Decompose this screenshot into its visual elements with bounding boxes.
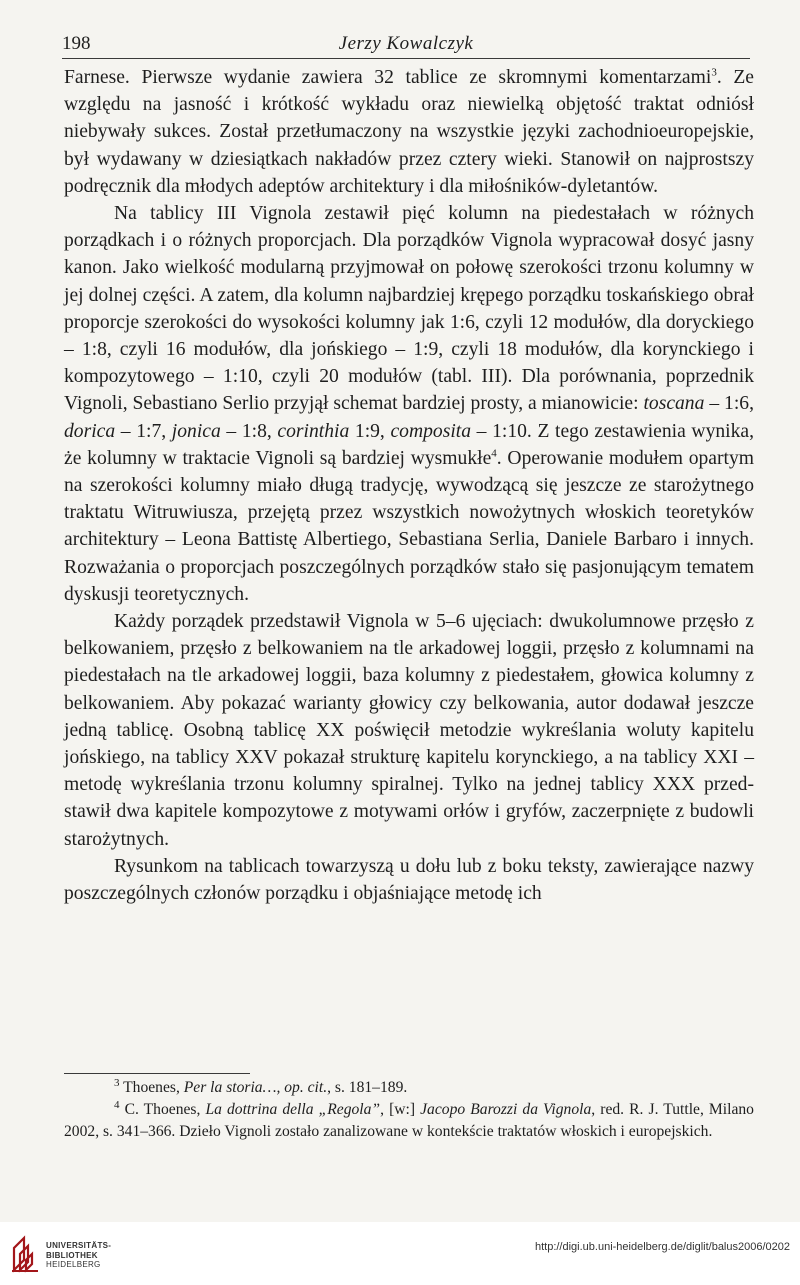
- text-run: . Operowanie modułem opartym na szerokości kolumny miało długą tradycję, wywodzącą się jeszcze ze starożytnego traktatu Witruwiusza, przejętą przez wszystkich nowożytnych włoskich teoretyków architektury – Leona Battistę Albertiego, Sebastiana Serlia, Daniele Barbaro i innych. Rozważania o proporcjach poszczególnych porządków stało się pasjonującym tematem dyskusji teoretycznych.: [64, 447, 754, 605]
- paragraph: [64, 200, 754, 608]
- paragraph: [64, 853, 754, 907]
- source-url-link[interactable]: http://digi.ub.uni-heidelberg.de/diglit/balus2006/0202: [534, 1241, 790, 1253]
- footnotes: [64, 1077, 754, 1143]
- paragraph: [64, 608, 754, 853]
- footnote: [64, 1099, 754, 1143]
- paragraph: [64, 64, 754, 200]
- italic-term: jonica: [171, 420, 221, 442]
- text-run: Rysunkom na tablicach towarzyszą u dołu lub z boku teksty, zawierające nazwy poszczególnych członów porządku i objaśniające metodę ich: [64, 855, 754, 905]
- text-run: , red. R. J. Tuttle, Milano 2002, s. 341–366. Dzieło Vignoli zostało zanalizowane w kontekście traktatów włoskich i europejskich.: [64, 1101, 754, 1140]
- text-run: – 1:8,: [220, 420, 278, 442]
- text-run: Thoenes,: [119, 1079, 184, 1096]
- footnote-reference[interactable]: 4: [491, 447, 497, 460]
- main-text: [64, 64, 754, 907]
- italic-term: toscana: [643, 393, 705, 415]
- text-run: – 1:10. Z tego zestawienia wynika, że kolumny w traktacie Vignoli są bardziej wysmukłe: [64, 420, 755, 469]
- running-title-author: Jerzy Kowalczyk: [338, 33, 474, 54]
- heidelberg-library-logo-icon: [10, 1234, 50, 1274]
- library-name-line2: BIBLIOTHEK: [46, 1250, 98, 1260]
- page-number: 198: [62, 33, 91, 54]
- italic-term: composita: [390, 420, 472, 442]
- footnote: [64, 1077, 754, 1099]
- footnote-separator: [64, 1073, 250, 1074]
- library-name-line1: UNIVERSITÄTS-: [46, 1241, 112, 1250]
- library-name: [46, 1241, 111, 1270]
- footnote-reference[interactable]: 3: [711, 66, 717, 79]
- text-run: Na tablicy III Vignola zestawił pięć kolumn na piedestałach w różnych porządkach i o różnych proporcjach. Dla porządków Vignola wypracował dosyć jasny kanon. Jako wielkość modularną przyjmował on połowę szerokości trzonu kolumny w jej dolnej części. A zatem, dla kolumn najbardziej krępego porządku toskańskiego obrał proporcje szerokości do wysokości kolumny jak 1:6, czyli 12 modułów, dla doryckiego – 1:8, czyli 16 modułów, dla jońskiego – 1:9, czyli 18 modułów, dla korynckiego i kompozytowego – 1:10, czyli 20 modułów (tabl. III). Dla porównania, poprzednik Vignoli, Sebastiano Serlio przyjął schemat bardziej prosty, a mianowicie:: [64, 203, 754, 415]
- text-run: Farnese. Pierwsze wydanie zawiera 32 tablice ze skromnymi komentarzami: [64, 67, 712, 88]
- text-run: – 1:7,: [115, 420, 172, 442]
- text-run: C. Thoenes,: [119, 1101, 206, 1118]
- digitization-footer: [0, 1222, 800, 1285]
- italic-term: Per la storia…, op. cit.: [183, 1079, 328, 1096]
- text-run: . Ze względu na jasność i krótkość wykładu oraz niewielką objętość traktat odniósł niebywały sukces. Został przetłumaczony na wszystkie języki zachodnioeuropejskie, był wydawany w dziesiątkach nakładów przez cztery wieki. Stanowił on najprostszy podręcznik dla młodych adeptów architektury i dla miłośników-dyletantów.: [64, 67, 754, 197]
- text-run: , s. 181–189.: [327, 1079, 408, 1096]
- italic-term: corinthia: [277, 420, 350, 442]
- footnote-number: 4: [114, 1098, 120, 1111]
- text-run: , [w:]: [380, 1101, 421, 1118]
- text-run: 1:9,: [349, 420, 391, 442]
- italic-term: Jacopo Barozzi da Vignola: [420, 1101, 592, 1118]
- italic-term: La dottrina della „Regola”: [205, 1101, 381, 1118]
- running-header: [62, 30, 750, 59]
- text-run: Każdy porządek przedstawił Vignola w 5–6 ujęciach: dwukolumnowe przęsło z belkowaniem, przęsło z belkowaniem na tle arkadowej loggii, przęsło z kolumnami na piedestałach na tle arkadowej loggii, baza kolumny z piedestałem, głowica kolumny z belkowaniem. Aby pokazać warianty głowicy czy belkowania, autor dodawał jeszcze jedną tablicę. Osobną tablicę XX poświęcił metodzie wykreślania woluty kapitelu jońskiego, na tablicy XXV pokazał strukturę kapitelu korynckiego, a na tablicy XXI – metodę wykreślania trzonu kolumny spiralnej. Tylko na jednej tablicy XXX przedstawił dwa kapitele kompozytowe z motywami orłów i gryfów, zaczerpnięte z budowli starożytnych.: [64, 611, 754, 850]
- library-name-line3: HEIDELBERG: [46, 1260, 101, 1269]
- text-run: – 1:6,: [704, 393, 754, 415]
- italic-term: dorica: [64, 420, 116, 442]
- footnote-number: 3: [114, 1076, 120, 1089]
